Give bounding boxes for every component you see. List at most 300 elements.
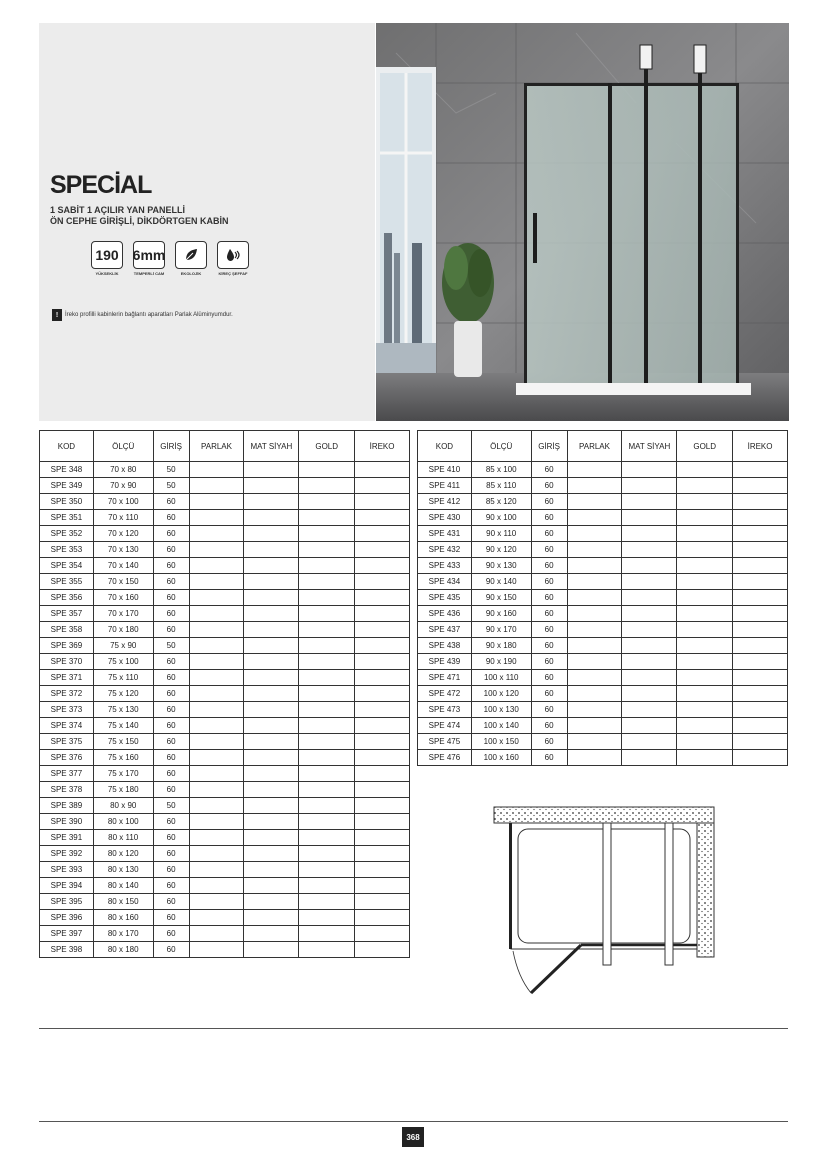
cell-gold	[677, 542, 733, 558]
cell-mat-siyah	[622, 686, 677, 702]
table-row	[418, 606, 788, 622]
cell-gold	[677, 702, 733, 718]
cell-parlak	[567, 526, 622, 542]
cell-mat-siyah	[244, 734, 299, 750]
cell-ireko	[733, 462, 788, 478]
cell-kod: SPE 375	[40, 734, 94, 750]
cell-kod: SPE 371	[40, 670, 94, 686]
cell-kod: SPE 430	[418, 510, 472, 526]
cell-giris: 60	[153, 942, 189, 958]
table-row	[40, 542, 410, 558]
cell-ireko	[355, 462, 410, 478]
table-row	[418, 510, 788, 526]
cell-kod: SPE 394	[40, 878, 94, 894]
cell-giris: 60	[153, 494, 189, 510]
cell-ireko	[355, 830, 410, 846]
cell-parlak	[189, 734, 244, 750]
cell-giris: 60	[153, 734, 189, 750]
cell-mat-siyah	[244, 798, 299, 814]
cell-kod: SPE 439	[418, 654, 472, 670]
cell-olcu: 100 x 130	[471, 702, 531, 718]
cell-olcu: 90 x 110	[471, 526, 531, 542]
table-row	[40, 686, 410, 702]
cell-olcu: 75 x 160	[93, 750, 153, 766]
cell-olcu: 90 x 190	[471, 654, 531, 670]
cell-gold	[677, 526, 733, 542]
product-photo	[376, 23, 789, 421]
cell-gold	[677, 750, 733, 766]
cell-gold	[299, 766, 355, 782]
cell-ireko	[733, 510, 788, 526]
cell-kod: SPE 390	[40, 814, 94, 830]
table-row	[40, 814, 410, 830]
cell-olcu: 90 x 180	[471, 638, 531, 654]
cell-olcu: 100 x 140	[471, 718, 531, 734]
cell-parlak	[567, 574, 622, 590]
cell-olcu: 75 x 180	[93, 782, 153, 798]
table-row	[418, 670, 788, 686]
cell-kod: SPE 374	[40, 718, 94, 734]
col-parlak: PARLAK	[189, 431, 244, 462]
cell-gold	[299, 862, 355, 878]
feature-height: 190 YÜKSEKLİK	[91, 241, 123, 276]
table-row	[418, 638, 788, 654]
cell-ireko	[355, 510, 410, 526]
cell-gold	[299, 894, 355, 910]
cell-parlak	[567, 702, 622, 718]
cell-mat-siyah	[244, 814, 299, 830]
cell-kod: SPE 435	[418, 590, 472, 606]
cell-kod: SPE 348	[40, 462, 94, 478]
table-row	[40, 862, 410, 878]
cell-gold	[299, 846, 355, 862]
cell-gold	[677, 718, 733, 734]
cell-mat-siyah	[244, 526, 299, 542]
table-row	[40, 654, 410, 670]
cell-gold	[299, 510, 355, 526]
cell-kod: SPE 431	[418, 526, 472, 542]
cell-giris: 60	[531, 638, 567, 654]
cell-kod: SPE 436	[418, 606, 472, 622]
table-row	[40, 782, 410, 798]
cell-parlak	[189, 526, 244, 542]
cell-ireko	[355, 542, 410, 558]
cell-gold	[677, 686, 733, 702]
cell-kod: SPE 410	[418, 462, 472, 478]
table-row	[418, 750, 788, 766]
table-row	[40, 670, 410, 686]
cell-olcu: 80 x 110	[93, 830, 153, 846]
cell-ireko	[355, 494, 410, 510]
cell-kod: SPE 356	[40, 590, 94, 606]
cell-kod: SPE 355	[40, 574, 94, 590]
cell-kod: SPE 474	[418, 718, 472, 734]
subtitle-line-2: ÖN CEPHE GİRİŞLİ, DİKDÖRTGEN KABİN	[50, 216, 229, 226]
table-row	[418, 558, 788, 574]
cell-ireko	[355, 574, 410, 590]
cell-mat-siyah	[622, 622, 677, 638]
cell-parlak	[567, 622, 622, 638]
cell-mat-siyah	[622, 606, 677, 622]
page-number: 368	[402, 1127, 424, 1147]
cell-parlak	[567, 686, 622, 702]
cell-parlak	[189, 862, 244, 878]
cell-ireko	[355, 766, 410, 782]
cell-kod: SPE 411	[418, 478, 472, 494]
cell-mat-siyah	[244, 510, 299, 526]
cell-mat-siyah	[244, 942, 299, 958]
cell-giris: 60	[531, 750, 567, 766]
cell-olcu: 90 x 160	[471, 606, 531, 622]
table-row	[40, 606, 410, 622]
cell-olcu: 75 x 170	[93, 766, 153, 782]
table-row	[40, 894, 410, 910]
cell-kod: SPE 349	[40, 478, 94, 494]
table-row	[418, 734, 788, 750]
cell-mat-siyah	[244, 686, 299, 702]
cell-olcu: 90 x 120	[471, 542, 531, 558]
cell-giris: 60	[531, 574, 567, 590]
table-row	[40, 798, 410, 814]
cell-kod: SPE 476	[418, 750, 472, 766]
cell-kod: SPE 434	[418, 574, 472, 590]
cell-ireko	[733, 750, 788, 766]
height-icon: 190	[91, 241, 123, 269]
cell-kod: SPE 370	[40, 654, 94, 670]
cell-mat-siyah	[244, 542, 299, 558]
cell-gold	[299, 494, 355, 510]
cell-giris: 60	[531, 654, 567, 670]
cell-kod: SPE 369	[40, 638, 94, 654]
cell-parlak	[567, 734, 622, 750]
cell-gold	[299, 830, 355, 846]
cell-kod: SPE 373	[40, 702, 94, 718]
cell-giris: 50	[153, 462, 189, 478]
cell-parlak	[189, 942, 244, 958]
cell-ireko	[733, 526, 788, 542]
cell-mat-siyah	[622, 718, 677, 734]
cell-giris: 60	[153, 894, 189, 910]
cell-olcu: 70 x 90	[93, 478, 153, 494]
cell-kod: SPE 352	[40, 526, 94, 542]
cell-parlak	[189, 542, 244, 558]
cell-mat-siyah	[622, 670, 677, 686]
cell-mat-siyah	[622, 702, 677, 718]
cell-gold	[677, 606, 733, 622]
cell-olcu: 70 x 140	[93, 558, 153, 574]
cell-olcu: 75 x 150	[93, 734, 153, 750]
cell-ireko	[355, 798, 410, 814]
cell-giris: 60	[531, 494, 567, 510]
cell-ireko	[355, 782, 410, 798]
cell-ireko	[733, 702, 788, 718]
cell-olcu: 90 x 140	[471, 574, 531, 590]
cell-parlak	[189, 590, 244, 606]
cell-gold	[299, 590, 355, 606]
cell-ireko	[355, 702, 410, 718]
cell-giris: 60	[531, 558, 567, 574]
cell-parlak	[189, 510, 244, 526]
cell-mat-siyah	[244, 702, 299, 718]
cell-gold	[677, 638, 733, 654]
col-ireko: İREKO	[733, 431, 788, 462]
cell-giris: 60	[153, 782, 189, 798]
cell-parlak	[567, 750, 622, 766]
cell-ireko	[355, 686, 410, 702]
cell-gold	[299, 942, 355, 958]
cell-giris: 60	[531, 478, 567, 494]
table-row	[40, 910, 410, 926]
table-row	[40, 702, 410, 718]
cell-gold	[299, 702, 355, 718]
cell-gold	[677, 462, 733, 478]
table-row	[418, 686, 788, 702]
cell-parlak	[189, 462, 244, 478]
cell-mat-siyah	[244, 830, 299, 846]
cell-gold	[299, 782, 355, 798]
cell-olcu: 75 x 130	[93, 702, 153, 718]
cell-kod: SPE 398	[40, 942, 94, 958]
cell-gold	[299, 558, 355, 574]
cell-gold	[677, 510, 733, 526]
cell-mat-siyah	[622, 494, 677, 510]
cell-gold	[299, 478, 355, 494]
cell-ireko	[733, 670, 788, 686]
cell-ireko	[355, 606, 410, 622]
table-row	[40, 750, 410, 766]
product-table-left	[39, 430, 410, 958]
cell-parlak	[189, 878, 244, 894]
table-row	[40, 734, 410, 750]
cell-parlak	[567, 462, 622, 478]
cell-olcu: 80 x 140	[93, 878, 153, 894]
cell-giris: 50	[153, 798, 189, 814]
cell-ireko	[355, 718, 410, 734]
col-ireko: İREKO	[355, 431, 410, 462]
col-olcu: ÖLÇÜ	[471, 431, 531, 462]
cell-giris: 60	[153, 846, 189, 862]
cell-parlak	[189, 894, 244, 910]
cell-ireko	[733, 574, 788, 590]
cell-ireko	[355, 670, 410, 686]
cell-gold	[677, 654, 733, 670]
cell-gold	[677, 734, 733, 750]
cell-olcu: 70 x 100	[93, 494, 153, 510]
table-row	[40, 846, 410, 862]
table-header	[418, 431, 788, 462]
cell-parlak	[567, 590, 622, 606]
cell-mat-siyah	[622, 750, 677, 766]
cell-gold	[299, 606, 355, 622]
cell-kod: SPE 389	[40, 798, 94, 814]
product-subtitle	[50, 205, 229, 227]
cell-giris: 60	[153, 766, 189, 782]
cell-gold	[299, 878, 355, 894]
cell-ireko	[733, 734, 788, 750]
cell-ireko	[733, 606, 788, 622]
cell-parlak	[189, 686, 244, 702]
cell-mat-siyah	[244, 750, 299, 766]
col-giris: GİRİŞ	[153, 431, 189, 462]
cell-parlak	[189, 654, 244, 670]
cell-giris: 60	[153, 718, 189, 734]
cell-parlak	[567, 494, 622, 510]
table-header	[40, 431, 410, 462]
table-row	[418, 542, 788, 558]
cell-olcu: 70 x 110	[93, 510, 153, 526]
cell-parlak	[189, 846, 244, 862]
cell-giris: 60	[153, 830, 189, 846]
cell-olcu: 80 x 170	[93, 926, 153, 942]
feature-glass: 6mm TEMPERLİ CAM	[133, 241, 165, 276]
cell-giris: 60	[153, 654, 189, 670]
cell-ireko	[355, 654, 410, 670]
cell-olcu: 100 x 110	[471, 670, 531, 686]
cell-giris: 60	[531, 462, 567, 478]
cell-olcu: 75 x 110	[93, 670, 153, 686]
cell-giris: 60	[153, 670, 189, 686]
cell-ireko	[355, 942, 410, 958]
cell-ireko	[733, 558, 788, 574]
cell-giris: 60	[153, 590, 189, 606]
cell-gold	[299, 750, 355, 766]
cell-gold	[677, 494, 733, 510]
table-row	[418, 478, 788, 494]
cell-mat-siyah	[622, 542, 677, 558]
col-gold: GOLD	[299, 431, 355, 462]
table-row	[40, 830, 410, 846]
cell-parlak	[189, 718, 244, 734]
cell-olcu: 75 x 100	[93, 654, 153, 670]
cell-mat-siyah	[622, 734, 677, 750]
cell-giris: 60	[531, 622, 567, 638]
cell-parlak	[189, 910, 244, 926]
cell-mat-siyah	[244, 462, 299, 478]
cell-parlak	[567, 542, 622, 558]
cell-gold	[299, 670, 355, 686]
cell-parlak	[189, 750, 244, 766]
table-row	[40, 558, 410, 574]
cell-giris: 60	[153, 862, 189, 878]
cell-giris: 60	[531, 590, 567, 606]
cell-parlak	[567, 638, 622, 654]
table-row	[40, 574, 410, 590]
cell-giris: 60	[153, 750, 189, 766]
cell-olcu: 90 x 130	[471, 558, 531, 574]
cell-kod: SPE 396	[40, 910, 94, 926]
cell-ireko	[355, 734, 410, 750]
cell-parlak	[567, 510, 622, 526]
cell-giris: 60	[531, 702, 567, 718]
cell-mat-siyah	[244, 494, 299, 510]
cell-gold	[299, 814, 355, 830]
cell-gold	[677, 558, 733, 574]
cell-olcu: 70 x 130	[93, 542, 153, 558]
cell-gold	[299, 734, 355, 750]
cell-giris: 60	[153, 926, 189, 942]
cell-mat-siyah	[622, 462, 677, 478]
cell-olcu: 70 x 180	[93, 622, 153, 638]
table-row	[40, 478, 410, 494]
cell-mat-siyah	[622, 574, 677, 590]
cell-olcu: 80 x 150	[93, 894, 153, 910]
table-row	[40, 510, 410, 526]
cell-kod: SPE 358	[40, 622, 94, 638]
cell-kod: SPE 393	[40, 862, 94, 878]
cell-kod: SPE 354	[40, 558, 94, 574]
table-row	[40, 766, 410, 782]
col-giris: GİRİŞ	[531, 431, 567, 462]
table-row	[418, 574, 788, 590]
col-kod: KOD	[40, 431, 94, 462]
table-row	[40, 942, 410, 958]
cell-gold	[299, 654, 355, 670]
cell-giris: 60	[153, 814, 189, 830]
table-row	[40, 590, 410, 606]
table-row	[40, 878, 410, 894]
table-row	[40, 926, 410, 942]
cell-gold	[677, 574, 733, 590]
cell-mat-siyah	[244, 878, 299, 894]
cell-ireko	[355, 814, 410, 830]
cell-mat-siyah	[244, 766, 299, 782]
cell-mat-siyah	[622, 526, 677, 542]
cell-kod: SPE 438	[418, 638, 472, 654]
cell-parlak	[189, 926, 244, 942]
cell-ireko	[355, 558, 410, 574]
cell-giris: 60	[531, 542, 567, 558]
cell-mat-siyah	[622, 638, 677, 654]
cell-mat-siyah	[622, 590, 677, 606]
cell-ireko	[355, 894, 410, 910]
col-olcu: ÖLÇÜ	[93, 431, 153, 462]
table-row	[418, 654, 788, 670]
product-title: SPECİAL	[50, 171, 152, 199]
cell-kod: SPE 471	[418, 670, 472, 686]
cell-parlak	[189, 478, 244, 494]
cell-mat-siyah	[622, 510, 677, 526]
table-row	[40, 718, 410, 734]
cell-mat-siyah	[244, 654, 299, 670]
cell-gold	[677, 622, 733, 638]
feature-eco: EKOLOJİK	[175, 241, 207, 276]
cell-kod: SPE 392	[40, 846, 94, 862]
cell-gold	[299, 926, 355, 942]
cell-parlak	[189, 798, 244, 814]
cell-olcu: 80 x 90	[93, 798, 153, 814]
table-row	[40, 526, 410, 542]
cell-olcu: 70 x 170	[93, 606, 153, 622]
cell-olcu: 70 x 80	[93, 462, 153, 478]
cell-parlak	[567, 718, 622, 734]
cell-kod: SPE 372	[40, 686, 94, 702]
table-row	[40, 494, 410, 510]
cell-mat-siyah	[244, 558, 299, 574]
cell-giris: 60	[153, 542, 189, 558]
cell-olcu: 80 x 100	[93, 814, 153, 830]
table-row	[418, 462, 788, 478]
divider-bottom	[39, 1121, 788, 1122]
cell-olcu: 100 x 150	[471, 734, 531, 750]
cell-giris: 60	[153, 558, 189, 574]
cell-olcu: 75 x 90	[93, 638, 153, 654]
cell-gold	[299, 622, 355, 638]
cell-parlak	[567, 558, 622, 574]
cell-parlak	[567, 654, 622, 670]
cell-mat-siyah	[244, 782, 299, 798]
cell-mat-siyah	[244, 590, 299, 606]
cell-olcu: 80 x 130	[93, 862, 153, 878]
